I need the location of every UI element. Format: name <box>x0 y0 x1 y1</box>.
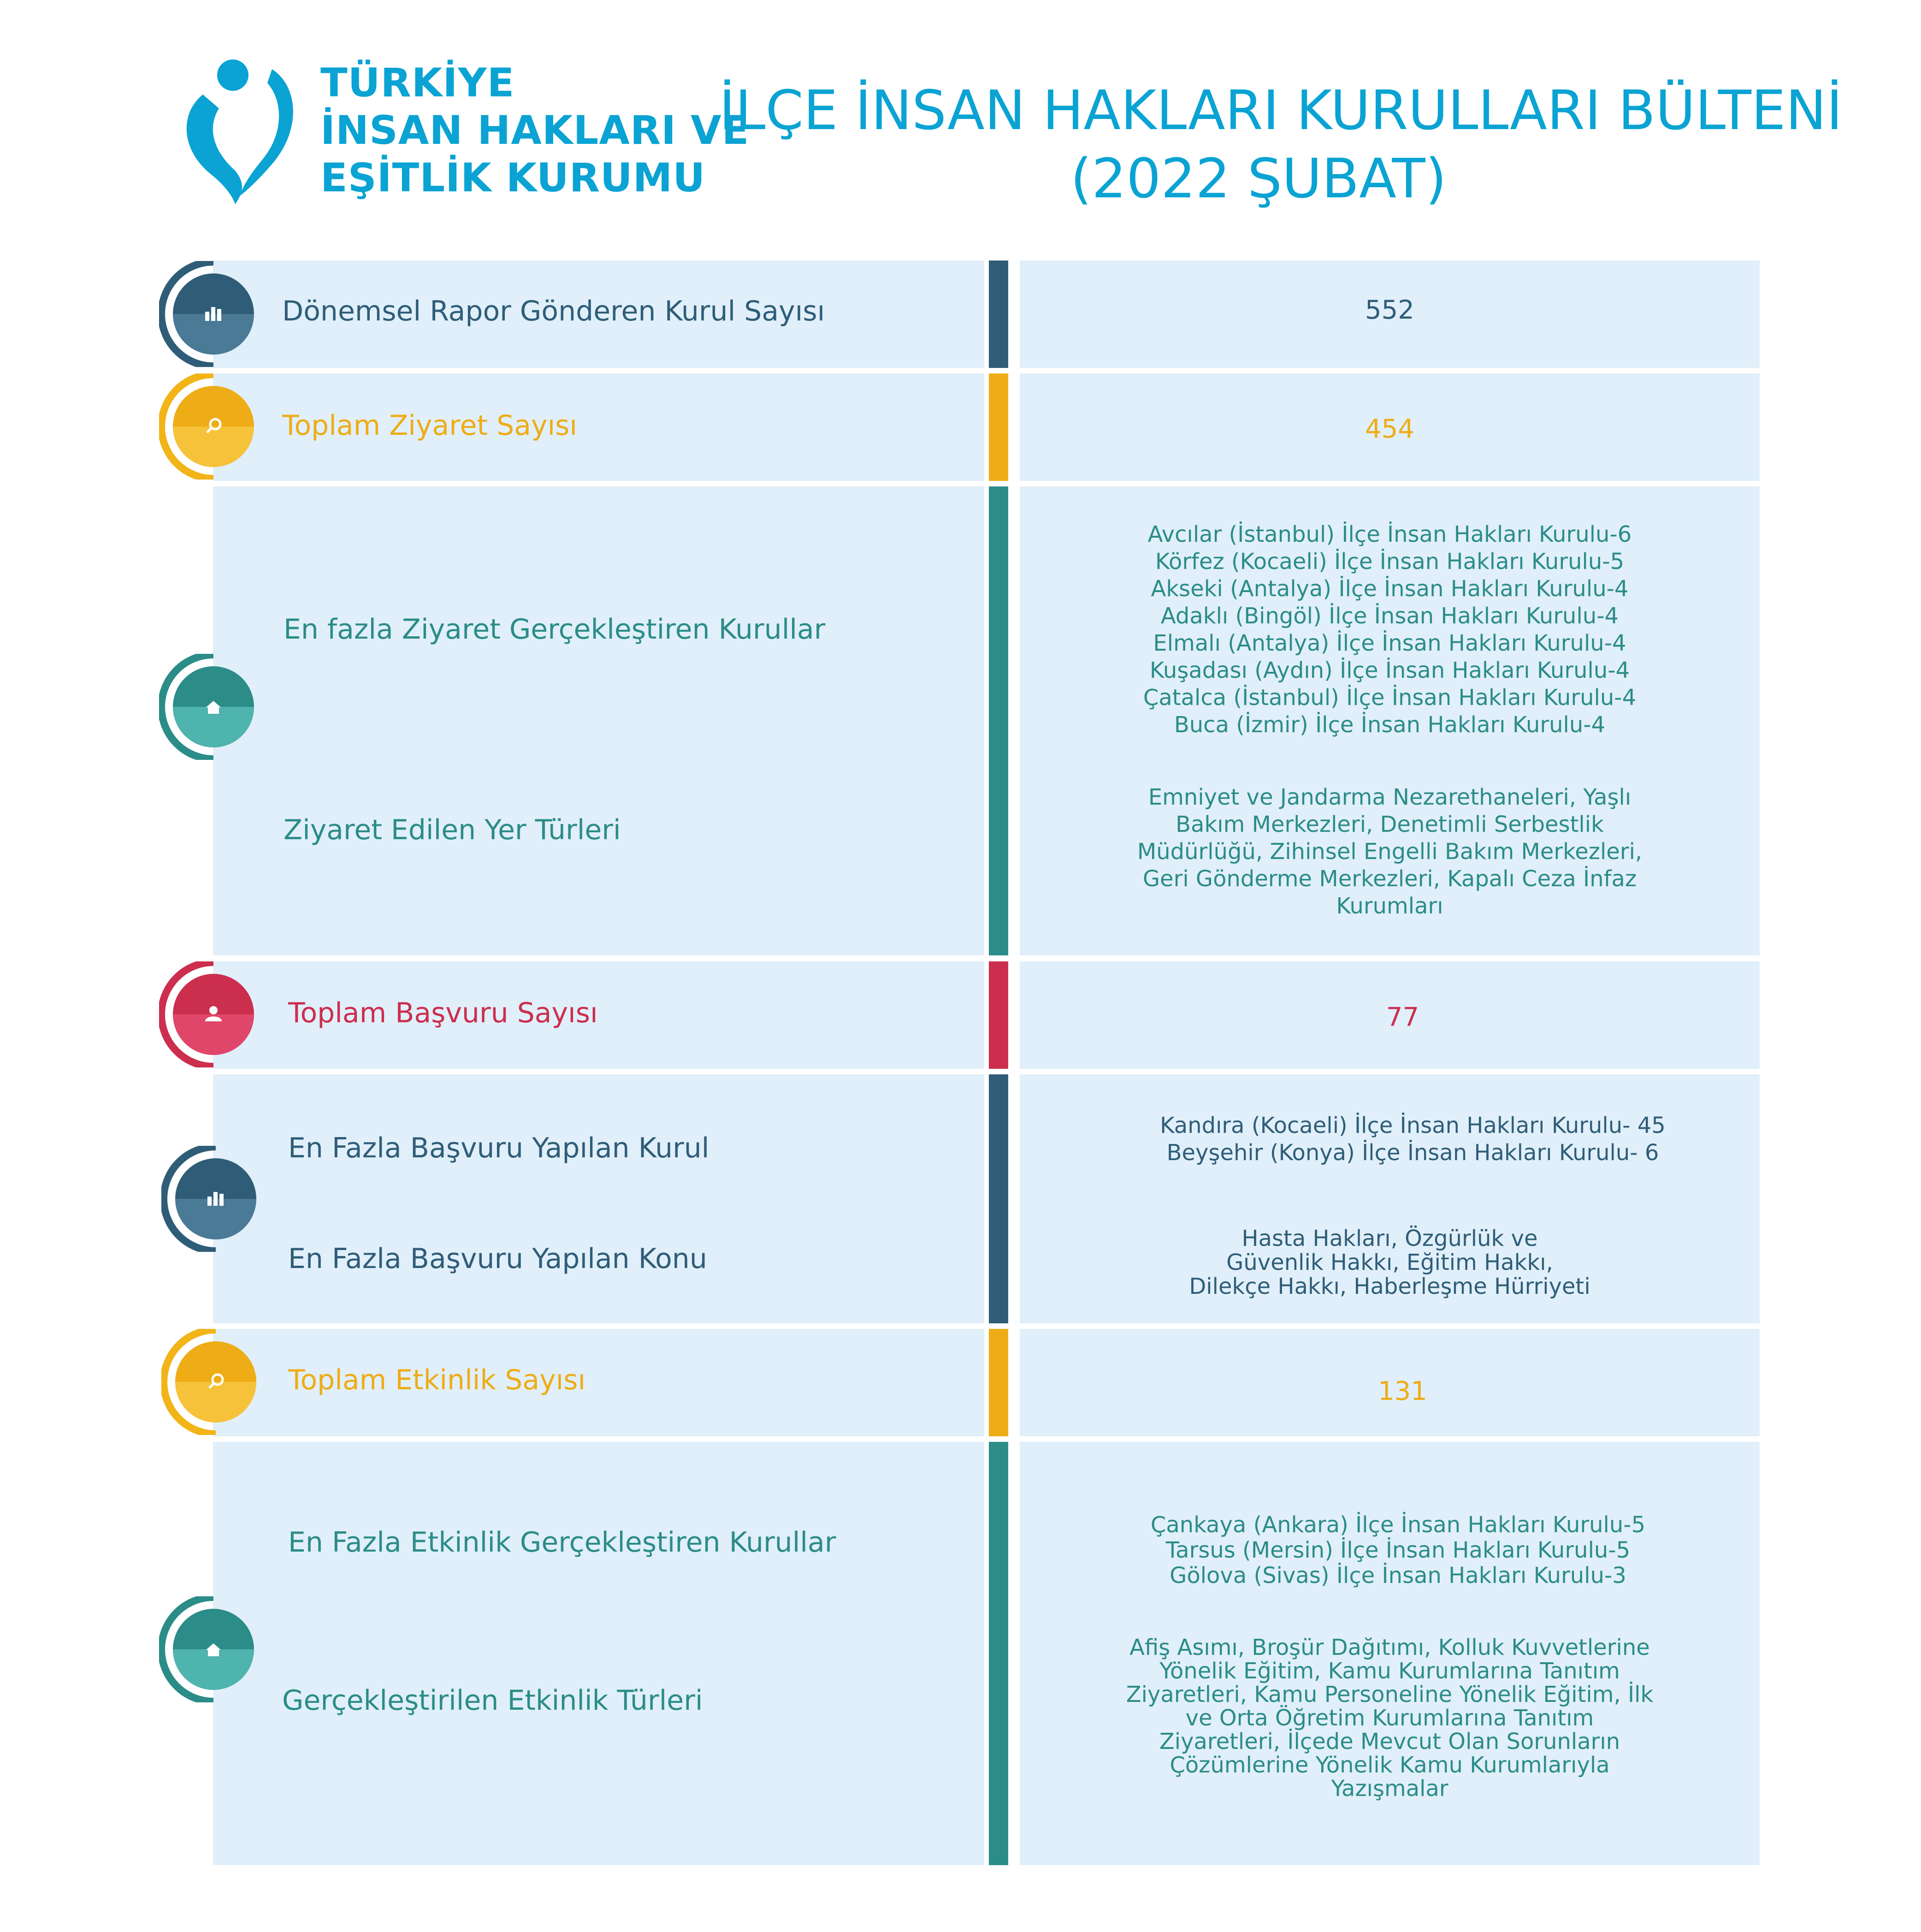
org-name-line1: TÜRKİYE <box>320 60 515 106</box>
list-item: Ziyaretleri, Kamu Personeline Yönelik Eğitim, İlk <box>1126 1682 1654 1707</box>
list-item: Gölova (Sivas) İlçe İnsan Hakları Kurulu-3 <box>1170 1563 1626 1588</box>
top-app-board-list <box>1043 1112 1783 1167</box>
list-item: Körfez (Kocaeli) İlçe İnsan Hakları Kurulu-5 <box>1155 549 1625 575</box>
row-reports-value: 552 <box>1365 295 1414 325</box>
list-item: Elmalı (Antalya) İlçe İnsan Hakları Kurulu-4 <box>1153 630 1626 656</box>
row-top-event-boards-label: En Fazla Etkinlik Gerçekleştiren Kurullar <box>288 1526 836 1559</box>
list-item: Hasta Hakları, Özgürlük ve <box>1241 1226 1538 1251</box>
page-title: İLÇE İNSAN HAKLARI KURULLARI BÜLTENİ <box>719 78 1843 142</box>
heart-logo-icon <box>175 58 309 205</box>
list-item: Buca (İzmir) İlçe İnsan Hakları Kurulu-4 <box>1174 712 1606 738</box>
top-app-topic-list <box>1020 1227 1760 1298</box>
list-item: Kuşadası (Aydın) İlçe İnsan Hakları Kurulu-4 <box>1149 658 1630 683</box>
row-place-types-label: Ziyaret Edilen Yer Türleri <box>284 814 621 846</box>
list-item: Adaklı (Bingöl) İlçe İnsan Hakları Kurulu-4 <box>1160 603 1619 629</box>
list-item: Kurumları <box>1336 893 1443 919</box>
search-icon <box>161 1329 267 1435</box>
row-events-label: Toplam Etkinlik Sayısı <box>288 1364 586 1396</box>
row-top-visitors-label: En fazla Ziyaret Gerçekleştiren Kurullar <box>284 613 826 646</box>
event-types-list <box>1020 1636 1760 1801</box>
row-applications-label: Toplam Başvuru Sayısı <box>288 997 598 1029</box>
list-item: Geri Gönderme Merkezleri, Kapalı Ceza İnfaz <box>1142 866 1637 892</box>
org-name-line3: EŞİTLİK KURUMU <box>320 155 706 201</box>
list-item: Emniyet ve Jandarma Nezarethaneleri, Yaşlı <box>1148 784 1631 810</box>
home-icon <box>159 1596 265 1702</box>
list-item: Dilekçe Hakkı, Haberleşme Hürriyeti <box>1189 1274 1590 1299</box>
list-item: Afiş Asımı, Broşür Dağıtımı, Kolluk Kuvvetlerine <box>1129 1635 1650 1660</box>
top-visitors-list <box>1020 521 1760 739</box>
bar-chart-icon <box>161 1146 267 1252</box>
row-reports-label: Dönemsel Rapor Gönderen Kurul Sayısı <box>282 295 825 327</box>
page-subtitle: (2022 ŞUBAT) <box>1070 147 1447 210</box>
row-visits-divider <box>989 373 1008 481</box>
list-item: Müdürlüğü, Zihinsel Engelli Bakım Merkezleri, <box>1137 839 1643 865</box>
list-item: Avcılar (İstanbul) İlçe İnsan Hakları Kurulu-6 <box>1147 522 1632 547</box>
row-applications-value: 77 <box>1386 1002 1419 1032</box>
bar-chart-icon <box>159 261 265 367</box>
list-item: Kandıra (Kocaeli) İlçe İnsan Hakları Kurulu- 45 <box>1160 1113 1666 1138</box>
row-applications-divider <box>989 961 1008 1069</box>
list-item: Tarsus (Mersin) İlçe İnsan Hakları Kurulu-5 <box>1165 1537 1631 1563</box>
row-application-details-label-panel <box>213 1074 984 1323</box>
row-visit-details-label-panel <box>213 486 984 955</box>
place-types-list <box>1020 784 1760 920</box>
row-events-value: 131 <box>1378 1376 1427 1406</box>
home-icon <box>159 654 265 760</box>
list-item: Ziyaretleri, İlçede Mevcut Olan Sorunların <box>1159 1729 1620 1754</box>
list-item: Güvenlik Hakkı, Eğitim Hakkı, <box>1226 1250 1553 1275</box>
row-visit-details-divider <box>989 486 1008 955</box>
list-item: Çatalca (İstanbul) İlçe İnsan Hakları Kurulu-4 <box>1143 685 1637 711</box>
row-event-details-label-panel <box>213 1442 984 1865</box>
search-icon <box>159 373 265 480</box>
row-reports-divider <box>989 261 1008 368</box>
row-top-app-board-label: En Fazla Başvuru Yapılan Kurul <box>288 1132 709 1164</box>
list-item: ve Orta Öğretim Kurumlarına Tanıtım <box>1185 1705 1594 1731</box>
row-event-details-divider <box>989 1442 1008 1865</box>
row-visits-value: 454 <box>1365 414 1414 444</box>
list-item: Beyşehir (Konya) İlçe İnsan Hakları Kurulu- 6 <box>1166 1140 1659 1166</box>
list-item: Akseki (Antalya) İlçe İnsan Hakları Kurulu-4 <box>1151 576 1629 602</box>
user-icon <box>159 961 265 1067</box>
list-item: Çankaya (Ankara) İlçe İnsan Hakları Kurulu-5 <box>1150 1512 1646 1538</box>
row-top-app-topic-label: En Fazla Başvuru Yapılan Konu <box>288 1243 707 1275</box>
top-event-boards-list <box>1028 1512 1768 1588</box>
list-item: Yazışmalar <box>1331 1776 1448 1802</box>
row-event-types-label: Gerçekleştirilen Etkinlik Türleri <box>282 1684 703 1717</box>
list-item: Bakım Merkezleri, Denetimli Serbestlik <box>1176 812 1604 837</box>
list-item: Çözümlerine Yönelik Kamu Kurumlarıyla <box>1170 1752 1610 1778</box>
row-application-details-divider <box>989 1074 1008 1323</box>
row-visits-label: Toplam Ziyaret Sayısı <box>282 409 578 442</box>
row-events-divider <box>989 1329 1008 1436</box>
list-item: Yönelik Eğitim, Kamu Kurumlarına Tanıtım <box>1159 1658 1620 1684</box>
org-name-line2: İNSAN HAKLARI VE <box>320 107 750 154</box>
